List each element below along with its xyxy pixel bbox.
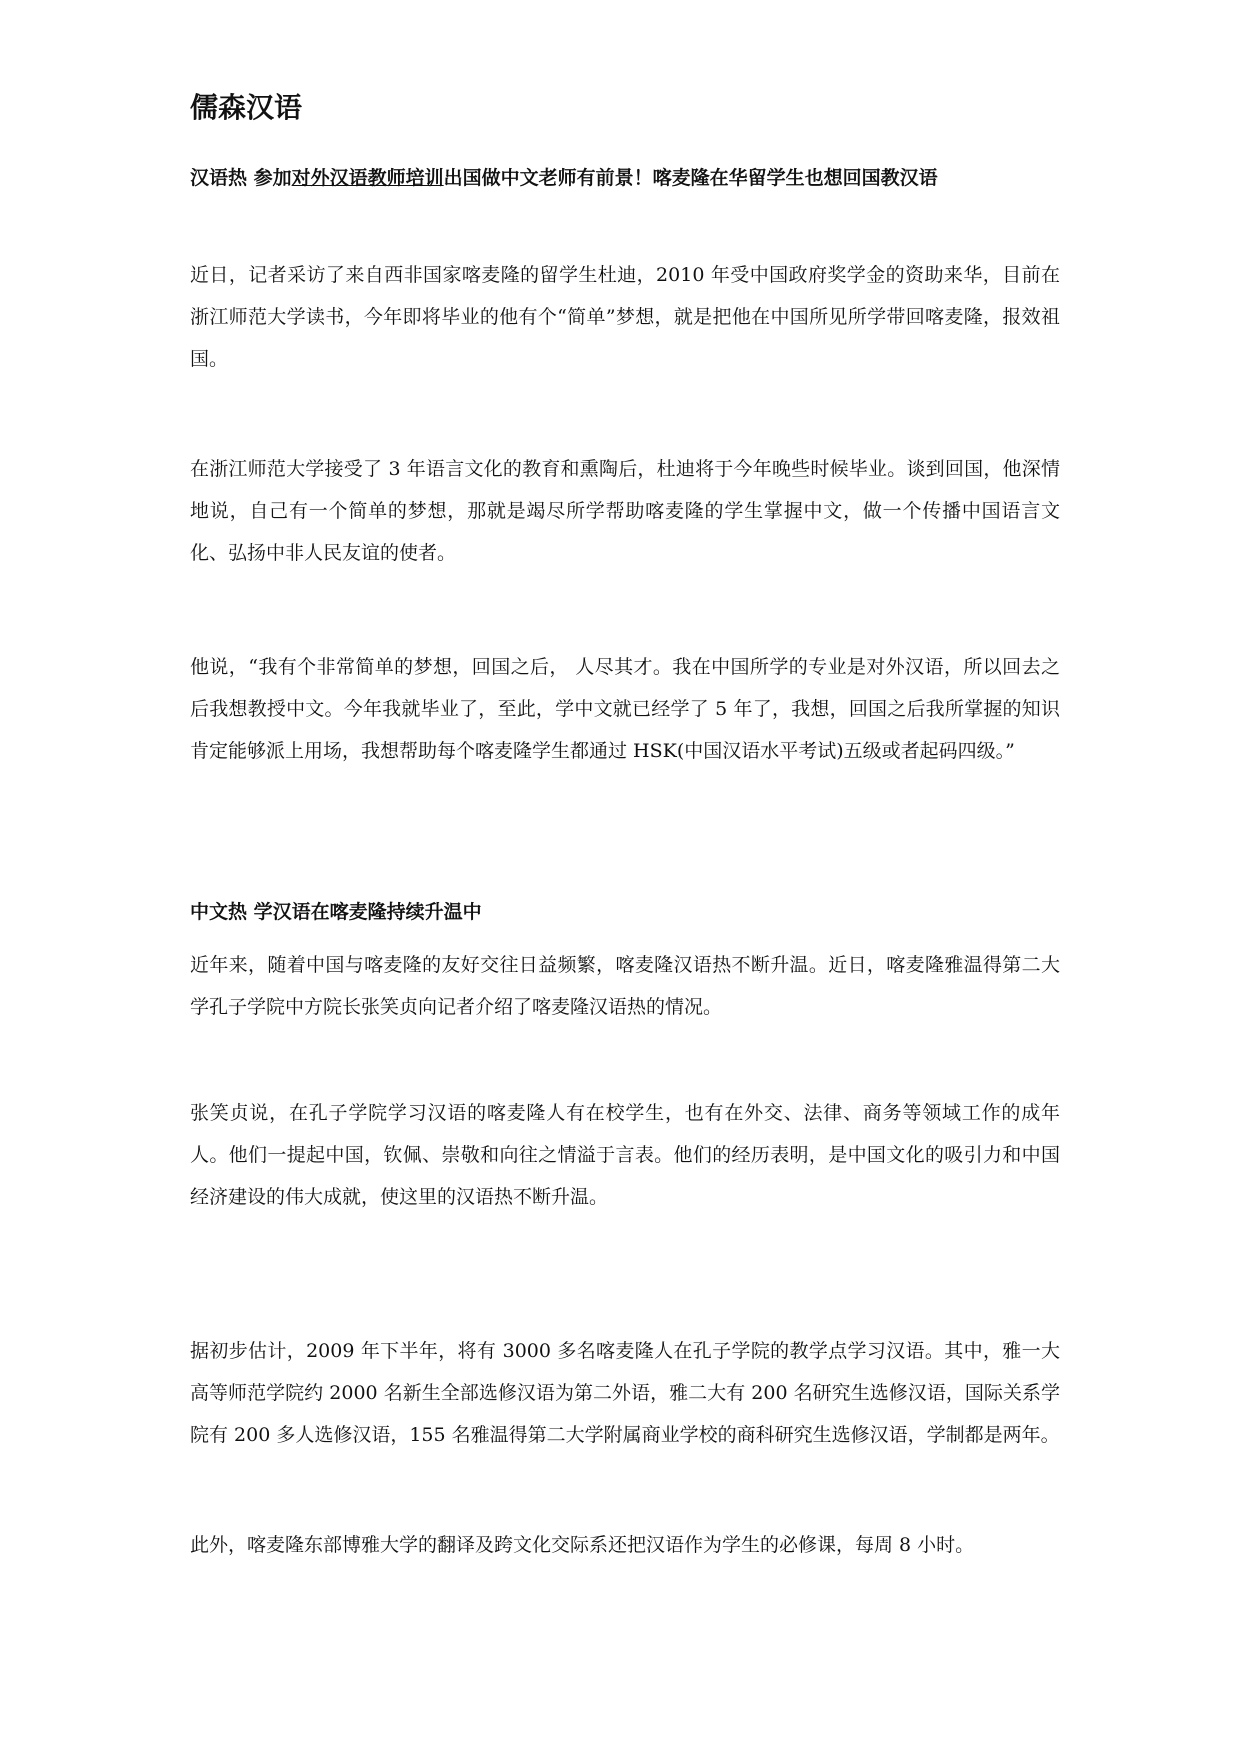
paragraph-chinese-fever: 近年来，随着中国与喀麦隆的友好交往日益频繁，喀麦隆汉语热不断升温。近日，喀麦隆雅温得第二大学孔子学院中方院长张笑贞向记者介绍了喀麦隆汉语热的情况。 [190,954,1060,1018]
paragraph-quote: 他说，“我有个非常简单的梦想，回国之后， 人尽其才。我在中国所学的专业是对外汉语，所以回去之后我想教授中文。今年我就毕业了，至此，学中文就已经学了 5 年了，我想，回国之后我所掌握的知识肯定能够派上用场，我想帮助每个喀麦隆学生都通过 HSK(中国汉语水平考试)五级或者起码四级。” [190,656,1060,762]
section-headline: 中文热 学汉语在喀麦隆持续升温中 [190,901,482,923]
article-headline [190,164,938,192]
teacher-training-link[interactable]: 对外汉语教师培训 [291,167,444,189]
paragraph-estimate: 据初步估计，2009 年下半年，将有 3000 多名喀麦隆人在孔子学院的教学点学习汉语。其中，雅一大高等师范学院约 2000 名新生全部选修汉语为第二外语，雅二大有 200 名研究生选修汉语，国际关系学院有 200 多人选修汉语，155 名雅温得第二大学附属商业学校的商科研究生选修汉语，学制都是两年。 [190,1340,1060,1446]
headline-suffix: 出国做中文老师有前景！喀麦隆在华留学生也想回国教汉语 [443,167,938,189]
headline-prefix: 汉语热 参加 [190,167,292,189]
paragraph-confucius-institute: 张笑贞说，在孔子学院学习汉语的喀麦隆人有在校学生，也有在外交、法律、商务等领域工作的成年人。他们一提起中国，钦佩、崇敬和向往之情溢于言表。他们的经历表明，是中国文化的吸引力和中国经济建设的伟大成就，使这里的汉语热不断升温。 [190,1102,1060,1208]
document-title: 儒森汉语 [190,91,303,124]
paragraph-interview-intro: 近日，记者采访了来自西非国家喀麦隆的留学生杜迪，2010 年受中国政府奖学金的资助来华，目前在浙江师范大学读书，今年即将毕业的他有个“简单”梦想，就是把他在中国所见所学带回喀麦隆，报效祖国。 [190,264,1060,370]
paragraph-dream: 在浙江师范大学接受了 3 年语言文化的教育和熏陶后，杜迪将于今年晚些时候毕业。谈到回国，他深情地说，自己有一个简单的梦想，那就是竭尽所学帮助喀麦隆的学生掌握中文，做一个传播中国语言文化、弘扬中非人民友谊的使者。 [190,458,1060,564]
paragraph-boya-university: 此外，喀麦隆东部博雅大学的翻译及跨文化交际系还把汉语作为学生的必修课，每周 8 小时。 [190,1534,975,1556]
